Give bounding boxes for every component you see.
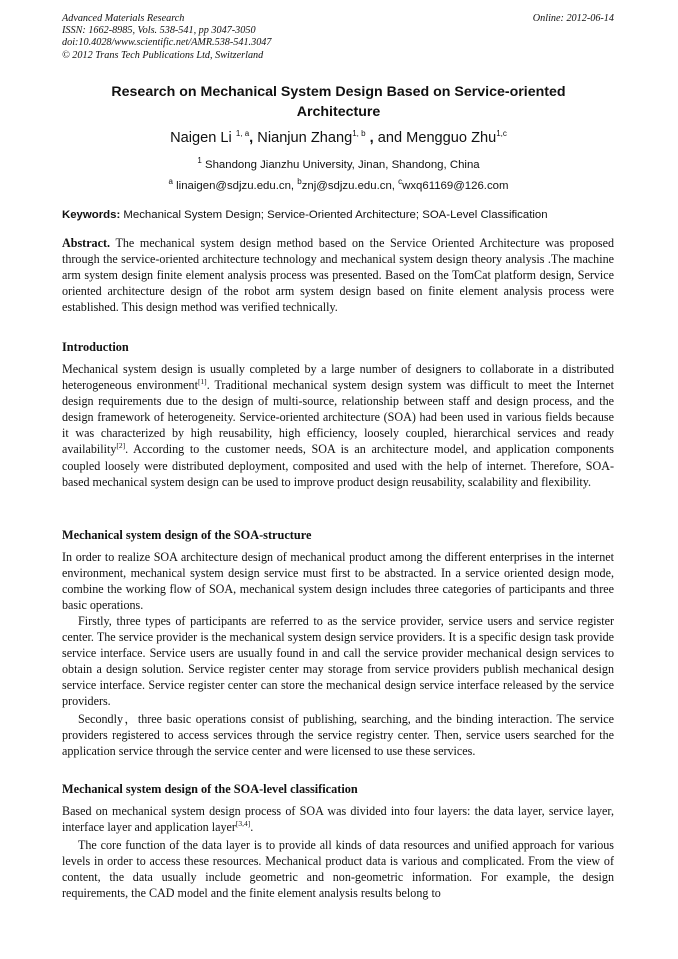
keywords-label: Keywords: [62, 209, 121, 221]
citation-2: [2] [116, 441, 126, 451]
soa-structure-heading: Mechanical system design of the SOA-structure [62, 528, 312, 542]
keywords [62, 207, 615, 223]
email-b: znj@sdjzu.edu.cn, [301, 180, 395, 192]
intro-text-b: . Traditional mechanical system design system was difficult to meet the Internet design requirements due to the design of multi-source, relationship between staff and design process, and the design framework of heterogeneity. Service-oriented architecture (SOA) had been used in various fields because it was characterized by high reusability, high efficiency, loosely coupled, hierarchical services and ready availability [62, 378, 614, 457]
author-1: Naigen Li [170, 130, 232, 146]
copyright-line: © 2012 Trans Tech Publications Ltd, Switzerland [62, 49, 264, 61]
email-c-sup: c [398, 177, 403, 187]
abstract-text: The mechanical system design method based on the Service Oriented Architecture was proposed through the service-oriented architecture technology and mechanical system design theory analysis .The machine arm system design finite element analysis process was presented. Based on the TomCat platform design, Service oriented architecture design of the robot arm system design based on finite element analysis process were established. This design method was verified technically. [62, 236, 614, 315]
soa-level-paragraph-1 [62, 803, 614, 835]
issn-line: ISSN: 1662-8985, Vols. 538-541, pp 3047-3050 [62, 25, 256, 37]
soa-level-heading: Mechanical system design of the SOA-level classification [62, 782, 358, 796]
affiliation [62, 157, 615, 173]
keywords-text: Mechanical System Design; Service-Oriented Architecture; SOA-Level Classification [123, 209, 548, 221]
soa-structure-paragraph-1: In order to realize SOA architecture design of mechanical product among the different enterprises in the internet environment, mechanical system design service must first to be abstracted. In a service oriented design mode, combine the working flow of SOA, mechanical system design includes three categories of participants and three basic operations. [62, 550, 614, 613]
citation-1: [1] [197, 377, 207, 387]
email-c: wxq61169@126.com [402, 180, 509, 192]
abstract-label: Abstract. [62, 236, 111, 250]
email-b-sup: b [297, 177, 302, 187]
abstract-paragraph [62, 235, 614, 315]
intro-text-a: Mechanical system design is usually completed by a large number of designers to collaborate in a distributed heterogeneous environment [62, 362, 614, 393]
intro-paragraph [62, 361, 614, 490]
soa-level-text-b: . [250, 820, 254, 835]
author-3-sup: 1,c [496, 129, 507, 139]
soa-level-text-a: Based on mechanical system design process of SOA was divided into four layers: the data layer, service layer, interface layer and application layer [62, 804, 614, 835]
doi-line: doi:10.4028/www.scientific.net/AMR.538-541.3047 [62, 37, 272, 49]
online-date: Online: 2012-06-14 [532, 13, 614, 24]
paper-title [62, 82, 615, 122]
intro-text-c: . According to the customer needs, SOA is an architecture model, and application components coupled loosely were distributed deployment, composited and used with the help of internet. Therefore, SOA-based mechanical system design can be used to improve product design reusability, scalability and flexibility. [62, 442, 614, 489]
author-comma-2: , [369, 130, 374, 146]
intro-heading: Introduction [62, 340, 129, 354]
title-line-1: Research on Mechanical System Design Based on Service-oriented [111, 84, 566, 100]
author-1-sup: 1, a [235, 129, 250, 139]
author-comma-1: , [249, 130, 254, 146]
author-3: and Mengguo Zhu [377, 130, 497, 146]
soa-level-paragraph-2: The core function of the data layer is to provide all kinds of data resources and unified approach for various levels in order to access these resources. Mechanical product data is various and complicated. From the view of content, the data usually include geometric and non-geometric information. For example, the design requirements, the CAD model and the finite element analysis results belong to [62, 838, 614, 901]
author-2-sup: 1, b [352, 129, 366, 139]
author-emails [62, 178, 615, 194]
affiliation-sup: 1 [197, 156, 202, 166]
email-a: linaigen@sdjzu.edu.cn, [176, 180, 295, 192]
affiliation-text: Shandong Jianzhu University, Jinan, Shandong, China [205, 159, 480, 171]
email-a-sup: a [168, 177, 173, 187]
author-list [62, 128, 615, 148]
journal-header [62, 13, 422, 62]
journal-name: Advanced Materials Research [62, 13, 185, 24]
author-2: Nianjun Zhang [257, 130, 353, 146]
citation-3-4: [3,4] [235, 819, 251, 829]
soa-structure-paragraph-2: Firstly, three types of participants are referred to as the service provider, service users and service register center. The service provider is the mechanical system design service providers. It is a specific design task provide service interface. Service users are usually found in and call the service provider mechanical design services to obtain a design solution. Service register center may storage from service providers publish mechanical design service interface. Service register center can store the mechanical design service interface released by the service providers. [62, 614, 614, 709]
soa-structure-paragraph-3: Secondly，three basic operations consist of publishing, searching, and the binding interaction. The service providers registered to access services through the service registry center. Then, service users searched for the application service through the service center and were licensed to use these services. [62, 712, 614, 759]
title-line-2: Architecture [296, 104, 381, 120]
